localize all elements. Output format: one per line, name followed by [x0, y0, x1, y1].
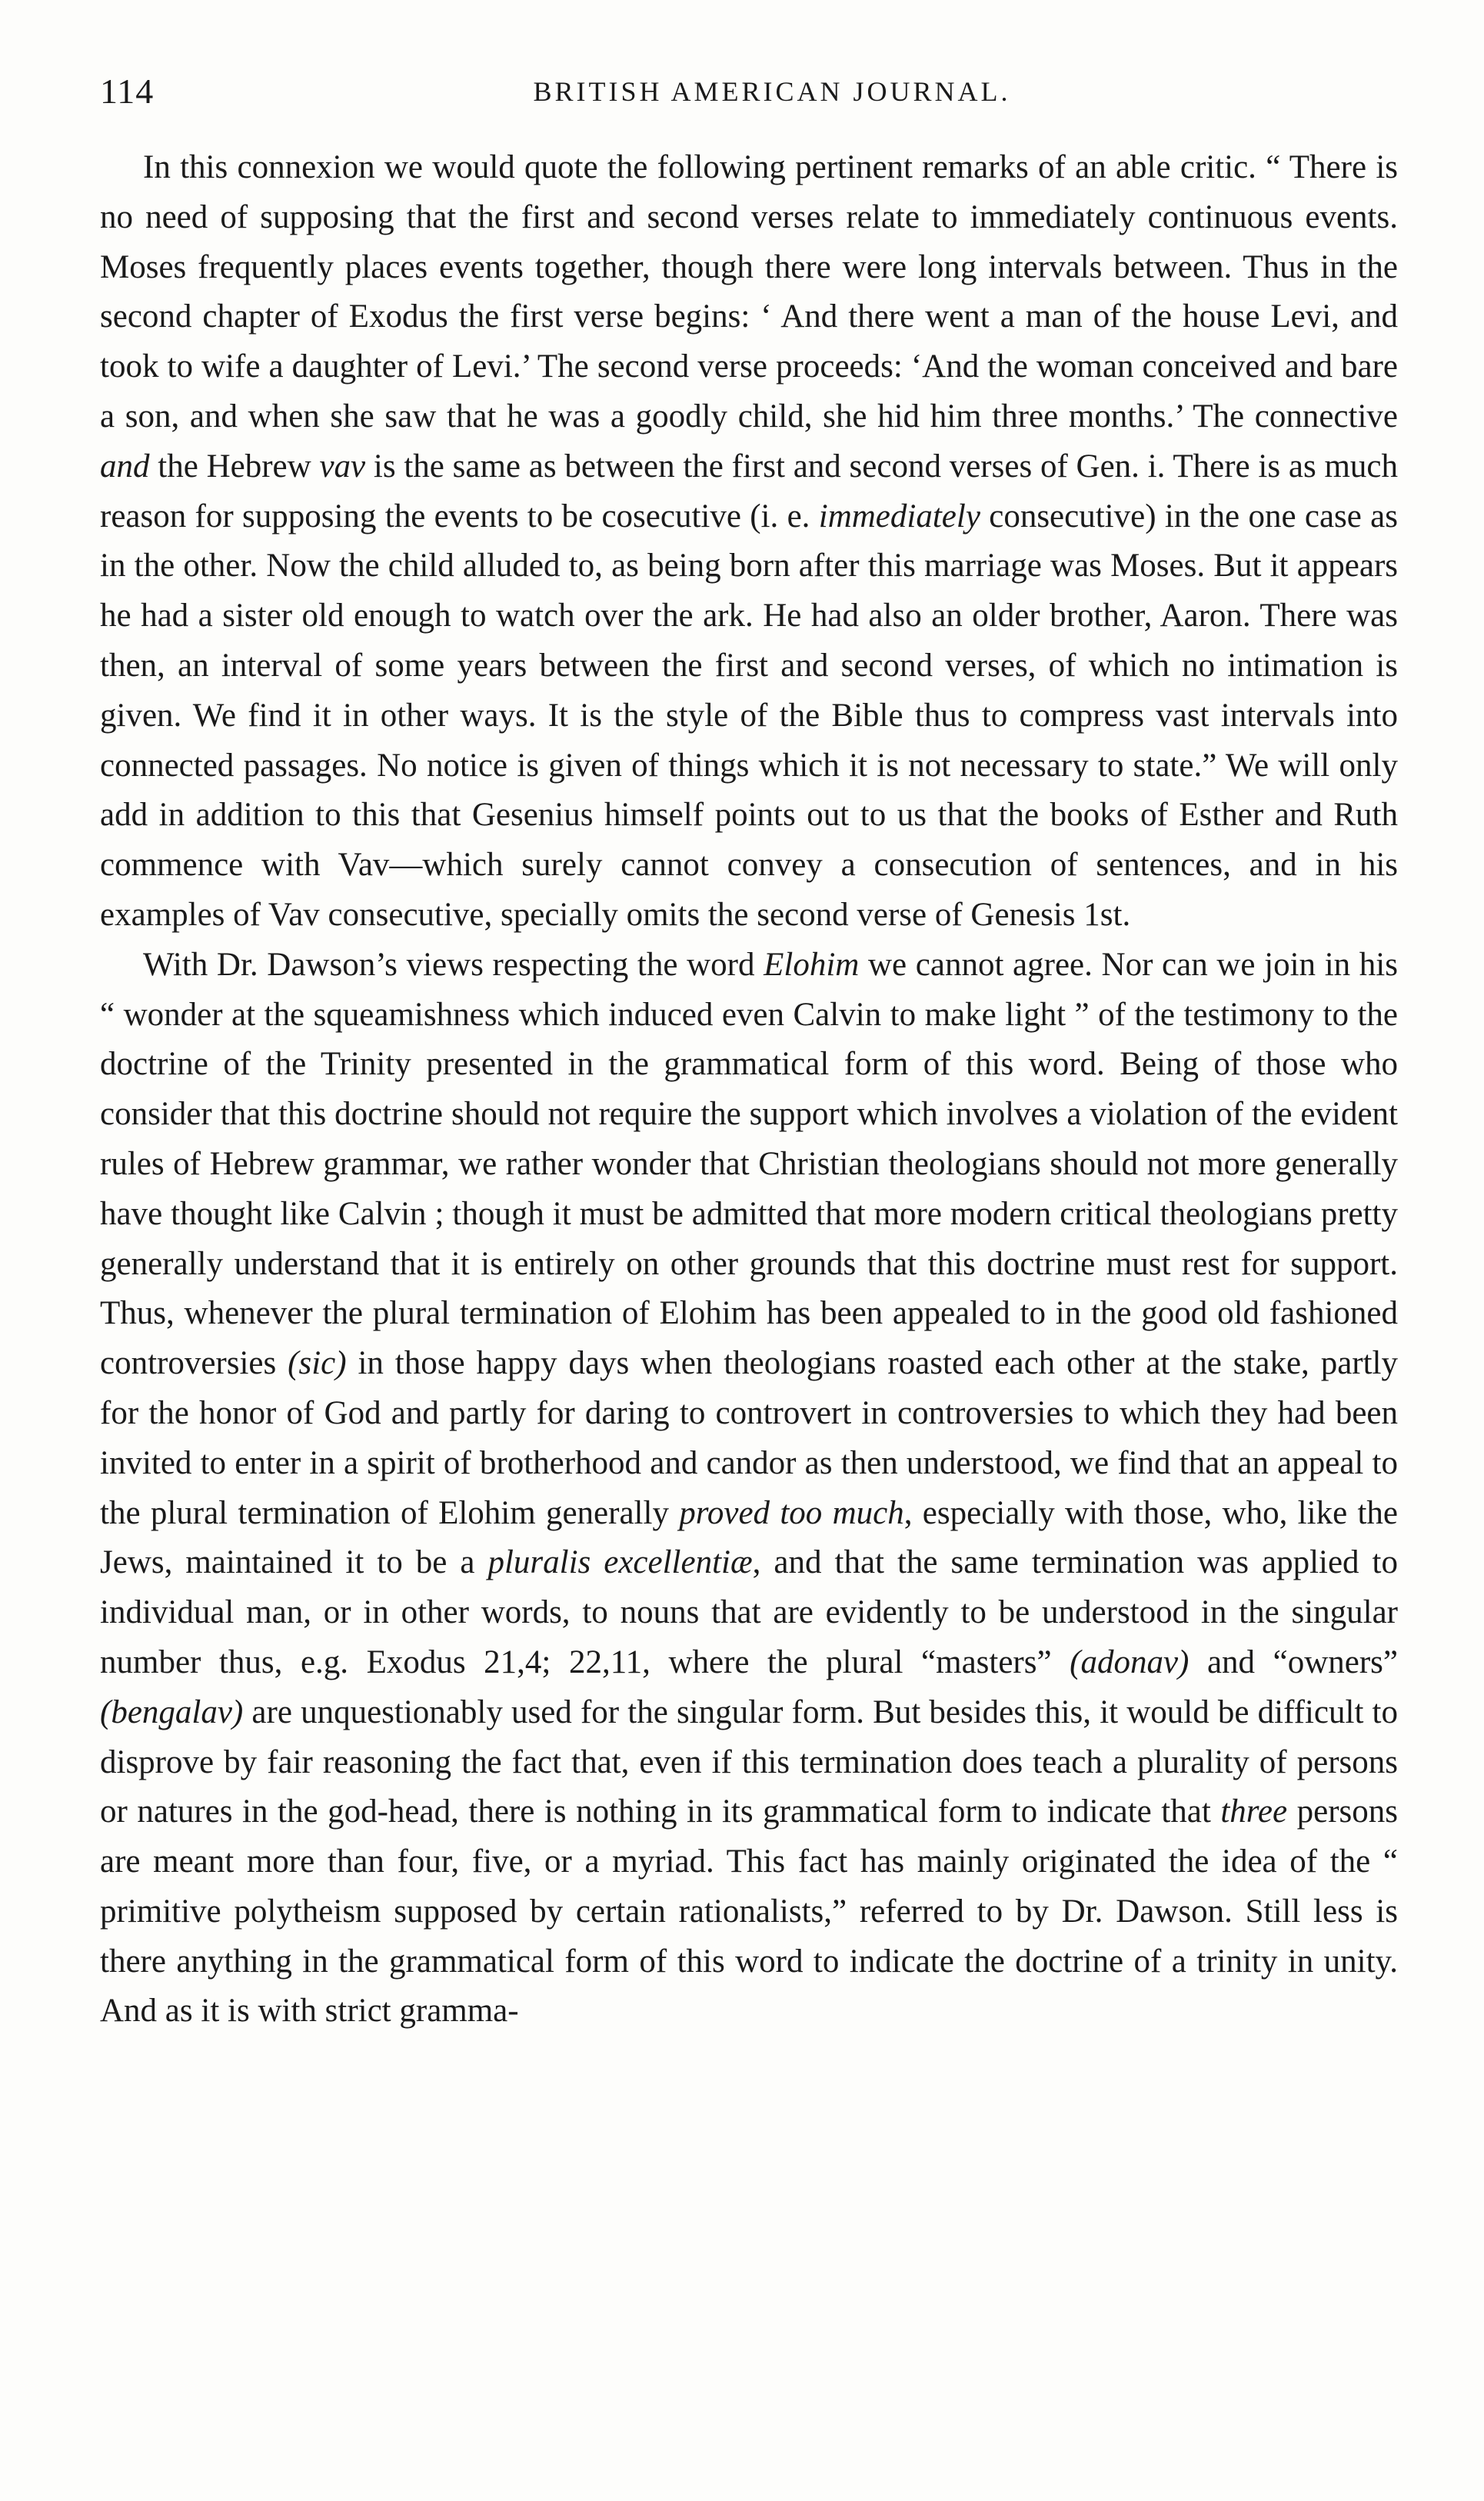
italic-segment: (sic) — [288, 1345, 347, 1382]
text-segment: In this connexion we would quote the following pertinent remarks of an able critic. “ There is no need of supposing that the first and second verses relate to immediately continuous events. Moses frequently places events together, though there were long intervals between. Thus in the second chapter of Exodus the first verse begins: ‘ And there went a man of the house Levi, and took to wife a daughter of Levi.’ The second verse proceeds: ‘And the woman conceived and bare a son, and when she saw that he was a goodly child, she hid him three months.’ The connective — [100, 149, 1398, 435]
text-segment: , especially with those, who, like the Jews, maintained it to be a — [100, 1494, 1398, 1581]
text-segment: are unquestionably used for the singular form. But besides this, it would be difficult to disprove by fair reasoning the fact that, even if this termination does teach a plurality of persons or natures in the god-head, there is nothing in its grammatical form to indicate that — [100, 1693, 1398, 1830]
text-segment: we cannot agree. Nor can we join in his “ wonder at the squeamishness which induced even Calvin to make light ” of the testimony to the doctrine of the Trinity presented in the grammatical form of this word. Being of those who consider that this doctrine should not require the support which involves a violation of the evident rules of Hebrew grammar, we rather wonder that Christian theologians should not more generally have thought like Calvin ; though it must be admitted that more modern critical theologians pretty generally understand that it is entirely on other grounds that this doctrine must rest for support. Thus, whenever the plural termination of Elohim has been appealed to in the good old fashioned controversies — [100, 946, 1398, 1382]
text-segment: consecutive) in the one case as in the other. Now the child alluded to, as being born after this marriage was Moses. But it appears he had a sister old enough to watch over the ark. He had also an older brother, Aaron. There was then, an interval of some years between the first and second verses, of which no intimation is given. We find it in other ways. It is the style of the Bible thus to compress vast intervals into connected passages. No notice is given of things which it is not necessary to state.” We will only add in addition to this that Gesenius himself points out to us that the books of Esther and Ruth commence with Vav—which surely cannot convey a consecution of sentences, and in his examples of Vav consecutive, specially omits the second verse of Genesis 1st. — [100, 498, 1399, 933]
italic-segment: (adonav) — [1070, 1643, 1190, 1680]
text-segment: in those happy days when theologians roasted each other at the stake, partly for the honor of God and partly for daring to controvert in controversies to which they had been invited to enter in a spirit of brotherhood and candor as then understood, we find that an appeal to the plural termination of Elohim generally — [100, 1345, 1398, 1531]
italic-segment: vav — [319, 448, 366, 485]
text-segment: is the same as between the first and second verses of Gen. i. There is as much reason for supposing the events to be cosecutive (i. e. — [100, 448, 1398, 535]
page-number: 114 — [100, 72, 155, 111]
italic-segment: pluralis excellentiæ — [487, 1544, 753, 1581]
page-header — [100, 71, 1398, 140]
italic-segment: immediately — [818, 498, 980, 535]
italic-segment: and — [100, 448, 150, 485]
text-segment: the Hebrew — [149, 448, 320, 485]
text-segment: persons are meant more than four, five, or a myriad. This fact has mainly originated the idea of the “ primitive polytheism supposed by certain rationalists,” referred to by Dr. Dawson. Still less is there anything in the grammatical form of this word to indicate the doctrine of a trinity in unity. And as it is with strict gramma- — [100, 1793, 1398, 2030]
italic-segment: Elohim — [764, 946, 860, 983]
text-segment: and “owners” — [1189, 1643, 1398, 1680]
paragraph-2 — [100, 941, 1398, 2037]
italic-segment: proved too much — [679, 1494, 904, 1531]
running-title: BRITISH AMERICAN JOURNAL. — [533, 76, 1011, 107]
text-segment: , and that the same termination was applied to individual man, or in other words, to nouns that are evidently to be understood in the singular number thus, e.g. Exodus 21,4; 22,11, where the plural “masters” — [100, 1544, 1398, 1680]
paragraph-1 — [100, 143, 1398, 941]
italic-segment: three — [1220, 1793, 1288, 1830]
text-segment: With Dr. Dawson’s views respecting the word — [143, 946, 764, 983]
italic-segment: (bengalav) — [100, 1693, 244, 1730]
